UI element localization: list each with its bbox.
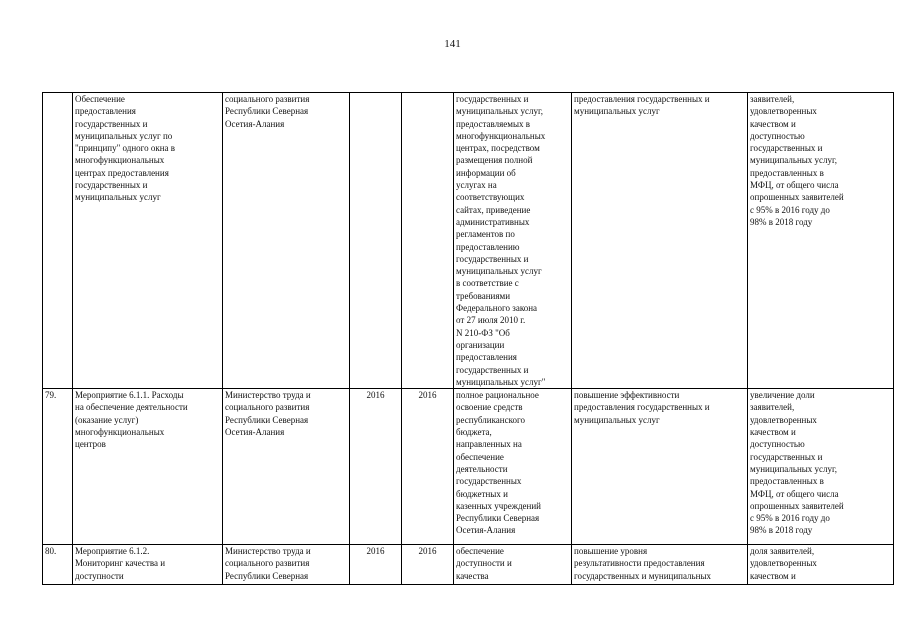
- executor-cell: Министерство труда и социального развития Республики Северная Осетия-Алания: [223, 389, 350, 545]
- expected-result-cell: полное рациональное освоение средств республиканского бюджета, направленных на обеспечение деятельности государственных бюджетных и казенных учреждений Республики Северная Осетия-Алания: [454, 389, 572, 545]
- table-row: [43, 93, 894, 389]
- end-year-cell: 2016: [402, 545, 454, 585]
- executor-cell: Министерство труда и социального развития Республики Северная: [223, 545, 350, 585]
- indicator-cell: заявителей, удовлетворенных качеством и доступностью государственных и муниципальных услуг, предоставленных в МФЦ, от общего числа опрошенных заявителей с 95% в 2016 году до 98% в 2018 году: [748, 93, 894, 389]
- measure-name-cell: Мероприятие 6.1.1. Расходы на обеспечение деятельности (оказание услуг) многофункциональных центров: [73, 389, 223, 545]
- goal-cell: повышение уровня результативности предоставления государственных и муниципальных: [572, 545, 748, 585]
- expected-result-cell: обеспечение доступности и качества: [454, 545, 572, 585]
- indicator-cell: доля заявителей, удовлетворенных качеством и: [748, 545, 894, 585]
- start-year-cell: 2016: [350, 389, 402, 545]
- start-year-cell: 2016: [350, 545, 402, 585]
- expected-result-cell: государственных и муниципальных услуг, предоставляемых в многофункциональных центрах, посредством размещения полной информации об услугах на соответствующих сайтах, приведение административных регламентов по предоставлению государственных и муниципальных услуг в соответствие с требованиями Федерального закона от 27 июля 2010 г. N 210-ФЗ "Об организации предоставления государственных и муниципальных услуг": [454, 93, 572, 389]
- page-number: 141: [444, 38, 461, 50]
- measure-name-cell: Мероприятие 6.1.2. Мониторинг качества и доступности: [73, 545, 223, 585]
- goal-cell: повышение эффективности предоставления государственных и муниципальных услуг: [572, 389, 748, 545]
- table-row: [43, 545, 894, 585]
- indicator-cell: увеличение доли заявителей, удовлетворенных качеством и доступностью государственных и муниципальных услуг, предоставленных в МФЦ, от общего числа опрошенных заявителей с 95% в 2016 году до 98% в 2018 году: [748, 389, 894, 545]
- row-number: 80.: [43, 545, 73, 585]
- end-year-cell: [402, 93, 454, 389]
- end-year-cell: 2016: [402, 389, 454, 545]
- row-number: [43, 93, 73, 389]
- goal-cell: предоставления государственных и муниципальных услуг: [572, 93, 748, 389]
- table-row: [43, 389, 894, 545]
- executor-cell: социального развития Республики Северная Осетия-Алания: [223, 93, 350, 389]
- measure-name-cell: Обеспечение предоставления государственных и муниципальных услуг по "принципу" одного окна в многофункциональных центрах предоставления государственных и муниципальных услуг: [73, 93, 223, 389]
- measures-table: [42, 92, 894, 585]
- start-year-cell: [350, 93, 402, 389]
- row-number: 79.: [43, 389, 73, 545]
